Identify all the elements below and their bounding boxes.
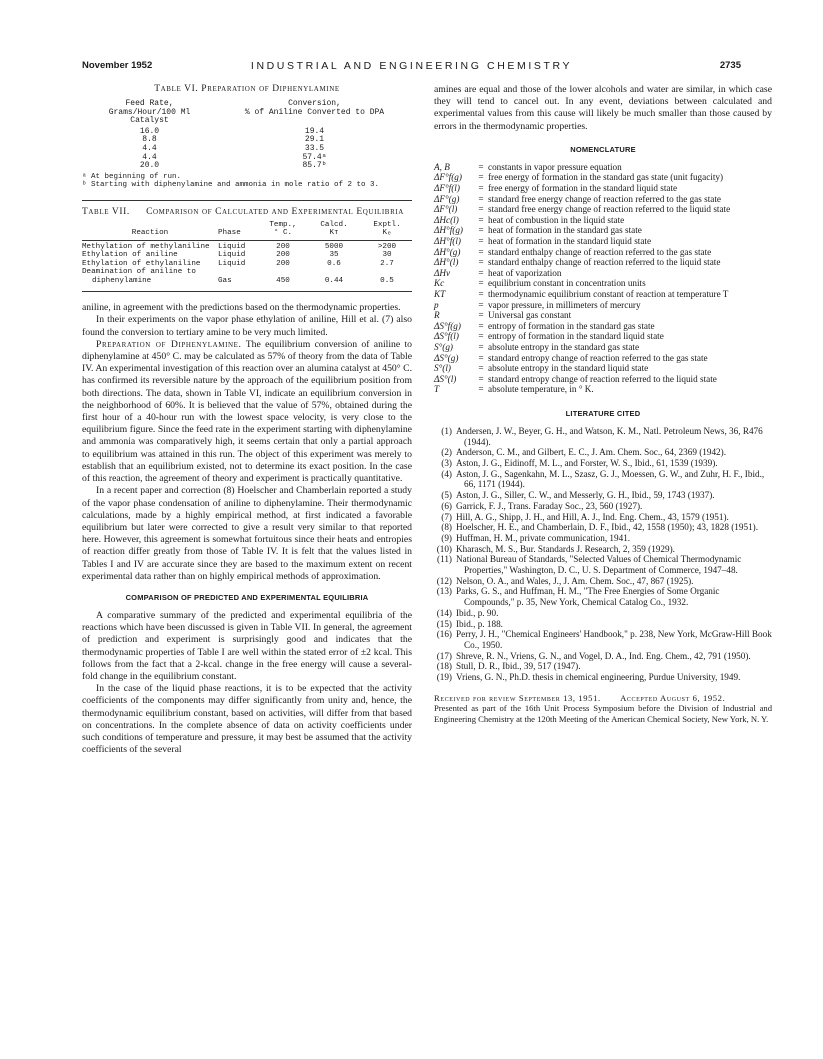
literature-item xyxy=(434,651,772,662)
nomenclature-definition: standard entropy change of reaction referred to the liquid state xyxy=(488,373,717,384)
nomenclature-item xyxy=(434,289,772,300)
reference-text: Ibid., p. 90. xyxy=(456,607,499,618)
literature-item xyxy=(434,490,772,501)
reference-number: (14) xyxy=(436,607,452,618)
equals-sign: = xyxy=(478,288,484,299)
nomenclature-symbol: ΔS°f(g) xyxy=(434,320,461,331)
reference-number: (2) xyxy=(441,447,452,458)
literature-heading: LITERATURE CITED xyxy=(565,408,641,418)
nomenclature-definition: equilibrium constant in concentration units xyxy=(488,278,646,289)
equals-sign: = xyxy=(478,331,484,342)
literature-item xyxy=(434,661,772,672)
reference-number: (9) xyxy=(441,532,452,543)
nomenclature-item xyxy=(434,310,772,321)
paragraph: In their experiments on the vapor phase ethylation of aniline, Hill et al. (7) also found the conversion to tertiary amine to be very much limited. xyxy=(82,314,412,338)
nomenclature-symbol: ΔF°f(g) xyxy=(434,172,462,183)
nomenclature-definition: entropy of formation in the standard liquid state xyxy=(488,331,664,342)
nomenclature-item xyxy=(434,183,772,194)
literature-list xyxy=(434,426,772,683)
paragraph: In the case of the liquid phase reactions, it is to be expected that the activity coefficients of the components may differ significantly from unity and, hence, the thermodynamic equilibrium constant, based on activities, will differ from that based on concentrations. In the complete absence of data on activity coefficients under such conditions of temperature and pressure, it may best be assumed that the activity coefficients of the several xyxy=(82,683,412,756)
nomenclature-definition: absolute temperature, in ° K. xyxy=(488,384,594,395)
issue-date: November 1952 xyxy=(82,60,153,71)
reference-text: Kharasch, M. S., Bur. Standards J. Research, 2, 359 (1929). xyxy=(456,543,675,554)
reference-text: Aston, J. G., Eidinoff, M. L., and Forster, W. S., Ibid., 61, 1539 (1939). xyxy=(456,457,718,468)
nomenclature-item xyxy=(434,384,772,395)
nomenclature-symbol: ΔH°f(g) xyxy=(434,225,463,236)
nomenclature-definition: entropy of formation in the standard gas state xyxy=(488,320,655,331)
equals-sign: = xyxy=(478,246,484,257)
nomenclature-list xyxy=(434,162,772,395)
literature-item xyxy=(434,672,772,683)
nomenclature-item xyxy=(434,225,772,236)
nomenclature-definition: heat of formation in the standard liquid state xyxy=(488,235,652,246)
reference-text: Aston, J. G., Siller, C. W., and Messerly, G. H., Ibid., 59, 1743 (1937). xyxy=(456,490,715,501)
reference-number: (3) xyxy=(441,457,452,468)
nomenclature-item xyxy=(434,204,772,215)
equals-sign: = xyxy=(478,363,484,374)
nomenclature-symbol: ΔS°f(l) xyxy=(434,331,459,342)
equals-sign: = xyxy=(478,193,484,204)
reference-number: (12) xyxy=(436,575,452,586)
received-note: Received for review September 13, 1951. Accepted August 6, 1952. Presented as part of the 16th Unit Process Symposium before the Division of Industrial and Engineering Chemistry at the 120th Meeting of the American Chemical Society, New York, N. Y. xyxy=(434,692,772,724)
nomenclature-definition: constants in vapor pressure equation xyxy=(488,161,622,172)
nomenclature-symbol: ΔH°(l) xyxy=(434,257,459,268)
table-row: 8.8 29.1 xyxy=(142,135,325,145)
paragraph: Preparation of Diphenylamine. The equilibrium conversion of aniline to diphenylamine at 450° C. may be calculated as 57% of theory from the data of Table IV. An experimental investigation of this reaction over an alumina catalyst at 450° C. has confirmed its reversible nature by the approach of the equilibrium position from both directions. The data, shown in Table VI, indicate an equilibrium conversion in the neighborhood of 60%. It is believed that the value of 57%, obtained during the first hour of a 40-hour run with the lowest space velocity, is very close to the equilibrium figure. Since the feed rate in the experiment starting with diphenylamine and ammonia was comparatively high, it seems certain that only a partial approach to equilibrium was attained in this run. The object of this experiment was merely to establish that an equilibrium existed, not to determine its exact position. In the case of this reaction, the agreement of theory and experiment is practically quantitative. xyxy=(82,338,413,485)
right-column xyxy=(434,84,772,724)
nomenclature-item xyxy=(434,215,772,226)
equals-sign: = xyxy=(478,278,484,289)
reference-text: National Bureau of Standards, "Selected Values of Chemical Thermodynamic Properties," Washington, D. C., U. S. Department of Commerce, 1947–48. xyxy=(456,554,742,576)
nomenclature-item xyxy=(434,172,772,183)
equals-sign: = xyxy=(478,235,484,246)
table-row: Methylation of methylaniline Liquid 200 5000 >200 xyxy=(82,242,397,251)
reference-number: (10) xyxy=(436,543,452,554)
nomenclature-symbol: Kc xyxy=(434,278,445,289)
reference-number: (7) xyxy=(441,511,452,522)
nomenclature-symbol: ΔH°(g) xyxy=(434,246,461,257)
reference-text: Garrick, F. J., Trans. Faraday Soc., 23, 560 (1927). xyxy=(456,500,643,511)
reference-number: (15) xyxy=(436,618,452,629)
table-6-footnote: ᵃ At beginning of run. xyxy=(82,172,182,181)
equals-sign: = xyxy=(478,320,484,331)
equals-sign: = xyxy=(478,341,484,352)
table-7-caption: Table VII. Comparison of Calculated and Experimental Equilibria xyxy=(82,206,404,217)
table-7 xyxy=(82,221,412,286)
nomenclature-definition: absolute entropy in the standard gas state xyxy=(488,341,640,352)
nomenclature-item xyxy=(434,342,772,353)
paragraph: A comparative summary of the predicted and experimental equilibria of the reactions which have been discussed is given in Table VII. In general, the agreement of prediction and experiment is surprisingly good and indicates that the thermodynamic properties of Table I are well within the stated error of ±2 kcal. This follows from the fact that a 2-kcal. change in the free energy will cause a several-fold change in the equilibrium constant. xyxy=(82,609,412,682)
reference-number: (11) xyxy=(437,554,452,565)
reference-number: (5) xyxy=(441,490,452,501)
nomenclature-definition: Universal gas constant xyxy=(488,310,572,321)
table-row: 4.4 57.4ᵃ xyxy=(142,152,327,162)
reference-text: Stull, D. R., Ibid., 39, 517 (1947). xyxy=(456,661,581,672)
nomenclature-item xyxy=(434,194,772,205)
literature-item xyxy=(434,501,772,512)
literature-item xyxy=(434,544,772,555)
literature-item xyxy=(434,426,772,447)
nomenclature-symbol: KT xyxy=(434,288,446,299)
nomenclature-item xyxy=(434,236,772,247)
nomenclature-definition: heat of vaporization xyxy=(488,267,562,278)
table-6 xyxy=(82,100,412,190)
reference-number: (4) xyxy=(441,468,452,479)
literature-item xyxy=(434,512,772,523)
nomenclature-symbol: ΔF°f(l) xyxy=(434,183,460,193)
reference-text: Ibid., p. 188. xyxy=(456,618,503,629)
reference-number: (1) xyxy=(441,425,452,436)
nomenclature-symbol: A, B xyxy=(434,161,450,172)
nomenclature-symbol: R xyxy=(434,310,440,321)
nomenclature-item xyxy=(434,363,772,374)
paragraph: In a recent paper and correction (8) Hoelscher and Chamberlain reported a study of the vapor phase condensation of aniline to diphenylamine. Their thermodynamic calculations, made by a highly empirical method, at first indicated a favorable equilibrium but later were corrected to give a result very similar to that reported here. However, this agreement is somewhat fortuitous since their heats and entropies of reaction differ greatly from those of Table IV. It is felt that the values listed in Tables I and IV are accurate since they are based to the maximum extent on recent experimental data rather than on highly empirical methods of approximation. xyxy=(82,485,412,582)
reference-number: (8) xyxy=(441,522,452,533)
paragraph: aniline, in agreement with the predictions based on the thermodynamic properties. xyxy=(82,302,401,314)
nomenclature-definition: free energy of formation in the standard liquid state xyxy=(488,183,678,193)
run-in-heading: Preparation of Diphenylamine. xyxy=(96,338,242,350)
reference-text: Nelson, O. A., and Wales, J., J. Am. Chem. Soc., 47, 867 (1925). xyxy=(456,575,694,586)
literature-item xyxy=(434,629,772,650)
reference-text: Perry, J. H., "Chemical Engineers' Handbook," p. 238, New York, McGraw-Hill Book Co., 1950. xyxy=(456,629,772,650)
table-row: 16.0 19.4 xyxy=(139,126,325,136)
paragraph: amines are equal and those of the lower alcohols and water are similar, in which case they will tend to cancel out. In any event, deviations between calculated and experimental values from this cause will likely be much smaller than those caused by errors in the thermodynamic properties. xyxy=(434,84,772,132)
equals-sign: = xyxy=(478,352,484,363)
nomenclature-symbol: p xyxy=(434,299,439,310)
equals-sign: = xyxy=(478,257,484,268)
nomenclature-definition: standard entropy change of reaction referred to the gas state xyxy=(488,352,708,363)
nomenclature-item xyxy=(434,300,772,311)
table-row: 4.4 33.5 xyxy=(142,143,325,153)
nomenclature-definition: standard free energy change of reaction referred to the gas state xyxy=(488,193,721,204)
equals-sign: = xyxy=(478,214,484,225)
reference-number: (18) xyxy=(436,661,452,672)
nomenclature-symbol: ΔHv xyxy=(434,267,451,278)
nomenclature-definition: free energy of formation in the standard gas state (unit fugacity) xyxy=(488,172,724,183)
nomenclature-symbol: ΔF°(l) xyxy=(434,204,458,215)
nomenclature-symbol: T xyxy=(434,384,440,395)
literature-item xyxy=(434,586,772,607)
nomenclature-symbol: ΔF°(g) xyxy=(434,193,460,204)
equals-sign: = xyxy=(478,172,484,183)
reference-text: Huffman, H. M., private communication, 1941. xyxy=(456,532,631,543)
nomenclature-symbol: ΔH°f(l) xyxy=(434,235,461,246)
reference-number: (6) xyxy=(441,500,452,511)
nomenclature-symbol: ΔS°(l) xyxy=(434,373,457,384)
nomenclature-item xyxy=(434,268,772,279)
reference-number: (19) xyxy=(436,672,452,683)
literature-item xyxy=(434,554,772,575)
nomenclature-item xyxy=(434,353,772,364)
page-header xyxy=(82,60,741,76)
reference-number: (16) xyxy=(436,629,452,640)
reference-text: Shreve, R. N., Vriens, G. N., and Vogel, D. A., Ind. Eng. Chem., 42, 791 (1950). xyxy=(456,650,751,661)
nomenclature-definition: standard free energy change of reaction referred to the liquid state xyxy=(488,204,731,215)
equals-sign: = xyxy=(478,204,484,215)
nomenclature-item xyxy=(434,247,772,258)
table-6-header-feed: Feed Rate, Grams/Hour/100 Ml Catalyst xyxy=(108,99,191,126)
nomenclature-item xyxy=(434,278,772,289)
equals-sign: = xyxy=(478,225,484,236)
reference-number: (17) xyxy=(436,650,452,661)
nomenclature-item xyxy=(434,374,772,385)
literature-item xyxy=(434,469,772,490)
page-number: 2735 xyxy=(719,60,741,71)
nomenclature-item xyxy=(434,257,772,268)
equals-sign: = xyxy=(478,384,484,395)
table-row: Ethylation of aniline Liquid 200 35 30 xyxy=(82,251,392,260)
left-column xyxy=(82,84,412,756)
table-row: diphenylamine Gas 450 0.44 0.5 xyxy=(92,276,394,285)
nomenclature-symbol: ΔHc(l) xyxy=(434,214,459,225)
table-6-caption: Table VI. Preparation of Diphenylamine xyxy=(154,84,340,94)
reference-text: Vriens, G. N., Ph.D. thesis in chemical engineering, Purdue University, 1949. xyxy=(456,672,741,683)
table-row: 20.0 85.7ᵇ xyxy=(139,161,327,171)
nomenclature-heading: NOMENCLATURE xyxy=(570,144,636,154)
nomenclature-symbol: S°(g) xyxy=(434,341,453,352)
literature-item xyxy=(434,447,772,458)
reference-text: Aston, J. G., Sagenkahn, M. L., Szasz, G. J., Moessen, G. W., and Zuhr, H. F., Ibid., 66, 1171 (1944). xyxy=(456,468,765,490)
nomenclature-definition: absolute entropy in the standard liquid state xyxy=(488,363,649,374)
reference-text: Anderson, C. M., and Gilbert, E. C., J. Am. Chem. Soc., 64, 2369 (1942). xyxy=(456,447,726,458)
reference-number: (13) xyxy=(436,586,452,597)
reference-text: Andersen, J. W., Beyer, G. H., and Watson, K. M., Natl. Petroleum News, 36, R476 (1944). xyxy=(456,425,763,447)
equals-sign: = xyxy=(478,299,484,310)
reference-text: Parks, G. S., and Huffman, H. M., "The Free Energies of Some Organic Compounds," p. 35, New York, Chemical Catalog Co., 1932. xyxy=(456,586,720,608)
table-6-header-conversion: Conversion, % of Aniline Converted to DPA xyxy=(244,99,385,117)
nomenclature-symbol: ΔS°(g) xyxy=(434,352,459,363)
reference-text: Hill, A. G., Shipp, J. H., and Hill, A. J., Ind. Eng. Chem., 43, 1579 (1951). xyxy=(456,511,729,522)
nomenclature-definition: standard enthalpy change of reaction referred to the liquid state xyxy=(488,257,721,268)
nomenclature-definition: heat of combustion in the liquid state xyxy=(488,214,625,225)
nomenclature-definition: thermodynamic equilibrium constant of reaction at temperature T xyxy=(488,288,729,299)
nomenclature-item xyxy=(434,331,772,342)
nomenclature-symbol: S°(l) xyxy=(434,363,451,374)
nomenclature-definition: standard enthalpy change of reaction referred to the gas state xyxy=(488,246,712,257)
nomenclature-definition: vapor pressure, in millimeters of mercury xyxy=(488,299,641,310)
section-heading: COMPARISON OF PREDICTED AND EXPERIMENTAL EQUILIBRIA xyxy=(125,592,369,602)
nomenclature-definition: heat of formation in the standard gas state xyxy=(488,225,642,236)
literature-item xyxy=(434,576,772,587)
table-6-footnote: ᵇ Starting with diphenylamine and ammonia in mole ratio of 2 to 3. xyxy=(82,181,380,190)
literature-item xyxy=(434,522,772,533)
equals-sign: = xyxy=(478,161,484,172)
equals-sign: = xyxy=(478,373,484,384)
nomenclature-item xyxy=(434,321,772,332)
literature-item xyxy=(434,533,772,544)
journal-title: INDUSTRIAL AND ENGINEERING CHEMISTRY xyxy=(250,60,573,72)
equals-sign: = xyxy=(478,183,484,193)
literature-item xyxy=(434,608,772,619)
nomenclature-item xyxy=(434,162,772,173)
table-7-header: Reaction Phase Temp., ° C. Calcd. Kᴛ Exptl. Kₑ xyxy=(82,221,412,241)
equals-sign: = xyxy=(478,267,484,278)
equals-sign: = xyxy=(478,310,484,321)
literature-item xyxy=(434,619,772,630)
table-row: Deamination of aniline to xyxy=(82,268,196,277)
reference-text: Hoelscher, H. E., and Chamberlain, D. F., Ibid., 42, 1558 (1950); 43, 1828 (1951). xyxy=(456,522,759,533)
literature-item xyxy=(434,458,772,469)
table-row: Ethylation of ethylaniline Liquid 200 0.6 2.7 xyxy=(82,259,394,268)
